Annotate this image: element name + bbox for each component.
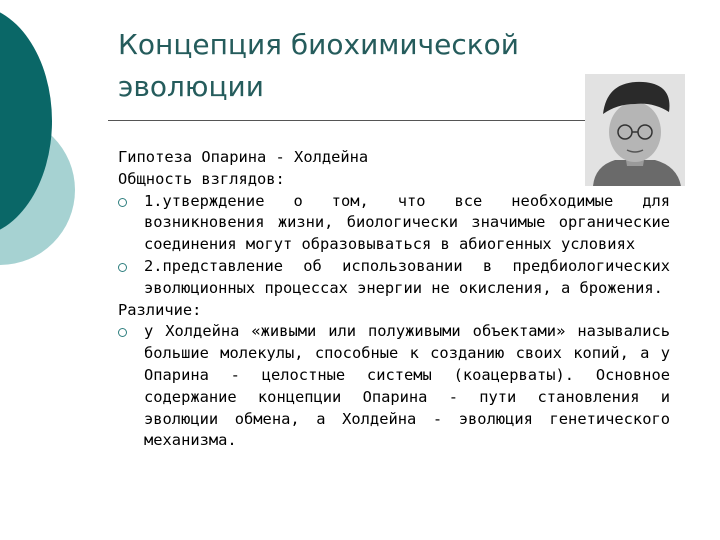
list-item bbox=[118, 256, 670, 300]
circle-bullet-icon bbox=[118, 328, 127, 337]
bullet-text: 2.представление об использовании в предбиологических эволюционных процессах энергии не окисления, а брожения. bbox=[144, 256, 670, 297]
hypothesis-heading: Гипотеза Опарина - Холдейна bbox=[118, 148, 369, 166]
list-item bbox=[118, 321, 670, 452]
decorative-circles bbox=[0, 0, 110, 300]
differences-heading: Различие: bbox=[118, 300, 202, 319]
slide-title bbox=[118, 24, 588, 108]
title-line-1: Концепция биохимической bbox=[118, 28, 519, 61]
circle-bullet-icon bbox=[118, 263, 127, 272]
circle-bullet-icon bbox=[118, 198, 127, 207]
bullet-text: 1.утверждение о том, что все необходимые для возникновения жизни, биологически значимые органические соединения могут образовываться в абиогенных условиях bbox=[144, 191, 670, 254]
bullet-text: у Холдейна «живыми или полуживыми объектами» назывались большие молекулы, способные к созданию своих копий, а у Опарина - целостные системы (коацерваты). Основное содержание концепции Опарина - пути становления и эволюции обмена, а Холдейна - эволюция генетического механизма. bbox=[144, 322, 670, 450]
slide-body bbox=[118, 147, 670, 452]
title-line-2: эволюции bbox=[118, 70, 264, 103]
common-views-heading: Общность взглядов: bbox=[118, 169, 285, 188]
list-item bbox=[118, 191, 670, 256]
